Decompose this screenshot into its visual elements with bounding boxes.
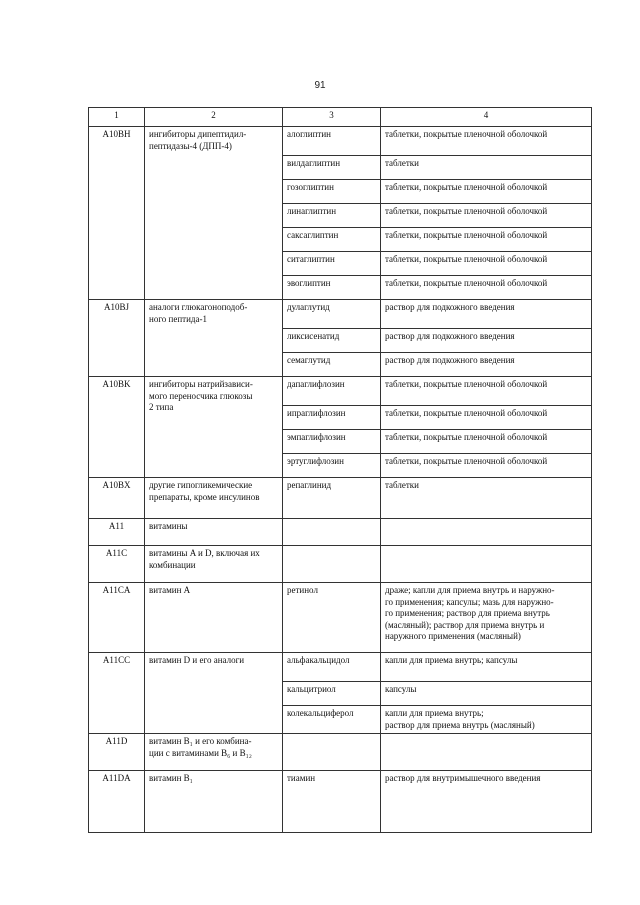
atc-code-cell: A11DA bbox=[89, 771, 145, 833]
text-line: ингибиторы дипептидил- bbox=[149, 129, 247, 139]
dosage-form-cell bbox=[381, 180, 592, 204]
dosage-form-cell bbox=[381, 300, 592, 329]
dosage-form-cell bbox=[381, 519, 592, 546]
dosage-form-cell bbox=[381, 734, 592, 771]
drug-name-cell: эртуглифлозин bbox=[283, 454, 381, 478]
text-line: таблетки, покрытые пленочной оболочкой bbox=[385, 379, 548, 389]
column-header: 2 bbox=[145, 108, 283, 127]
drug-name-cell bbox=[283, 546, 381, 583]
text-line: таблетки, покрытые пленочной оболочкой bbox=[385, 254, 548, 264]
text-line: таблетки bbox=[385, 158, 420, 168]
dosage-form-cell bbox=[381, 583, 592, 653]
text-line: ции с витаминами B₆ и B₁₂ bbox=[149, 747, 252, 758]
group-name-cell bbox=[145, 478, 283, 519]
group-name-cell bbox=[145, 127, 283, 300]
drug-name-cell: дапаглифлозин bbox=[283, 377, 381, 406]
drug-name-cell: эвоглиптин bbox=[283, 276, 381, 300]
text-line: таблетки, покрытые пленочной оболочкой bbox=[385, 432, 548, 442]
text-line: таблетки, покрытые пленочной оболочкой bbox=[385, 129, 548, 139]
dosage-form-cell bbox=[381, 454, 592, 478]
atc-code-cell: A10BK bbox=[89, 377, 145, 478]
group-name-cell bbox=[145, 300, 283, 377]
dosage-form-cell bbox=[381, 377, 592, 406]
drug-name-cell: колекальциферол bbox=[283, 706, 381, 734]
drug-name-cell: репаглинид bbox=[283, 478, 381, 519]
text-line: витамины bbox=[149, 521, 188, 531]
text-line: таблетки, покрытые пленочной оболочкой bbox=[385, 278, 548, 288]
drug-table bbox=[88, 107, 592, 833]
text-line: таблетки, покрытые пленочной оболочкой bbox=[385, 408, 548, 418]
table-body bbox=[89, 127, 592, 833]
text-line: комбинации bbox=[149, 559, 196, 570]
atc-code-cell: A10BJ bbox=[89, 300, 145, 377]
table-row bbox=[89, 734, 592, 771]
drug-name-cell: саксаглиптин bbox=[283, 228, 381, 252]
drug-name-cell: альфакальцидол bbox=[283, 653, 381, 682]
group-name-cell bbox=[145, 583, 283, 653]
drug-name-cell bbox=[283, 734, 381, 771]
column-header: 1 bbox=[89, 108, 145, 127]
table-header-row bbox=[89, 108, 592, 127]
atc-code-cell: A11C bbox=[89, 546, 145, 583]
text-line: таблетки, покрытые пленочной оболочкой bbox=[385, 182, 548, 192]
dosage-form-cell bbox=[381, 127, 592, 156]
column-header: 4 bbox=[381, 108, 592, 127]
drug-name-cell: ретинол bbox=[283, 583, 381, 653]
text-line: раствор для подкожного введения bbox=[385, 302, 515, 312]
text-line: витамин B₁ bbox=[149, 773, 193, 783]
drug-name-cell: ипраглифлозин bbox=[283, 406, 381, 430]
atc-code-cell: A10BH bbox=[89, 127, 145, 300]
dosage-form-cell bbox=[381, 706, 592, 734]
atc-code-cell: A11CA bbox=[89, 583, 145, 653]
text-line: раствор для подкожного введения bbox=[385, 331, 515, 341]
dosage-form-cell bbox=[381, 406, 592, 430]
drug-name-cell: вилдаглиптин bbox=[283, 156, 381, 180]
dosage-form-cell bbox=[381, 546, 592, 583]
dosage-form-cell bbox=[381, 276, 592, 300]
text-line: другие гипогликемические bbox=[149, 480, 253, 490]
text-line: наружного применения (масляный) bbox=[385, 631, 521, 641]
text-line: раствор для приема внутрь (масляный) bbox=[385, 719, 535, 730]
group-name-cell bbox=[145, 771, 283, 833]
text-line: (масляный); раствор для приема внутрь и bbox=[385, 619, 545, 630]
dosage-form-cell bbox=[381, 329, 592, 353]
table-row bbox=[89, 300, 592, 329]
drug-name-cell: семаглутид bbox=[283, 353, 381, 377]
text-line: капли для приема внутрь; bbox=[385, 708, 484, 718]
text-line: таблетки, покрытые пленочной оболочкой bbox=[385, 230, 548, 240]
drug-name-cell bbox=[283, 519, 381, 546]
atc-code-cell: A11D bbox=[89, 734, 145, 771]
table-row bbox=[89, 653, 592, 682]
text-line: ного пептида-1 bbox=[149, 313, 207, 324]
drug-name-cell: гозоглиптин bbox=[283, 180, 381, 204]
drug-name-cell: линаглиптин bbox=[283, 204, 381, 228]
group-name-cell bbox=[145, 519, 283, 546]
text-line: мого переносчика глюкозы bbox=[149, 390, 253, 401]
group-name-cell bbox=[145, 546, 283, 583]
group-name-cell bbox=[145, 734, 283, 771]
text-line: таблетки bbox=[385, 480, 420, 490]
drug-name-cell: ситаглиптин bbox=[283, 252, 381, 276]
table-row bbox=[89, 771, 592, 833]
dosage-form-cell bbox=[381, 430, 592, 454]
atc-code-cell: A11CC bbox=[89, 653, 145, 734]
drug-name-cell: дулаглутид bbox=[283, 300, 381, 329]
text-line: капли для приема внутрь; капсулы bbox=[385, 655, 518, 665]
dosage-form-cell bbox=[381, 204, 592, 228]
text-line: витамин A bbox=[149, 585, 191, 595]
dosage-form-cell bbox=[381, 156, 592, 180]
text-line: капсулы bbox=[385, 684, 417, 694]
text-line: таблетки, покрытые пленочной оболочкой bbox=[385, 206, 548, 216]
group-name-cell bbox=[145, 377, 283, 478]
column-header: 3 bbox=[283, 108, 381, 127]
text-line: ингибиторы натрийзависи- bbox=[149, 379, 253, 389]
text-line: препараты, кроме инсулинов bbox=[149, 491, 260, 502]
page-number: 91 bbox=[314, 80, 326, 91]
table-row bbox=[89, 478, 592, 519]
text-line: го применения; раствор для приема внутрь bbox=[385, 608, 550, 618]
dosage-form-cell bbox=[381, 353, 592, 377]
text-line: витамин D и его аналоги bbox=[149, 655, 245, 665]
table-row bbox=[89, 519, 592, 546]
text-line: пептидазы-4 (ДПП-4) bbox=[149, 140, 232, 151]
text-line: драже; капли для приема внутрь и наружно- bbox=[385, 585, 555, 595]
dosage-form-cell bbox=[381, 228, 592, 252]
text-line: витамины A и D, включая их bbox=[149, 548, 260, 558]
group-name-cell bbox=[145, 653, 283, 734]
dosage-form-cell bbox=[381, 653, 592, 682]
text-line: 2 типа bbox=[149, 402, 174, 412]
dosage-form-cell bbox=[381, 682, 592, 706]
text-line: раствор для подкожного введения bbox=[385, 355, 515, 365]
drug-name-cell: эмпаглифлозин bbox=[283, 430, 381, 454]
text-line: аналоги глюкагоноподоб- bbox=[149, 302, 248, 312]
dosage-form-cell bbox=[381, 771, 592, 833]
table-row bbox=[89, 127, 592, 156]
drug-name-cell: алоглиптин bbox=[283, 127, 381, 156]
atc-code-cell: A11 bbox=[89, 519, 145, 546]
drug-name-cell: ликсисенатид bbox=[283, 329, 381, 353]
table-row bbox=[89, 583, 592, 653]
dosage-form-cell bbox=[381, 478, 592, 519]
table-row bbox=[89, 546, 592, 583]
table-row bbox=[89, 377, 592, 406]
text-line: го применения; капсулы; мазь для наружно- bbox=[385, 596, 554, 607]
drug-name-cell: кальцитриол bbox=[283, 682, 381, 706]
text-line: витамин B₁ и его комбина- bbox=[149, 736, 252, 746]
drug-name-cell: тиамин bbox=[283, 771, 381, 833]
text-line: таблетки, покрытые пленочной оболочкой bbox=[385, 456, 548, 466]
dosage-form-cell bbox=[381, 252, 592, 276]
text-line: раствор для внутримышечного введения bbox=[385, 773, 541, 783]
atc-code-cell: A10BX bbox=[89, 478, 145, 519]
